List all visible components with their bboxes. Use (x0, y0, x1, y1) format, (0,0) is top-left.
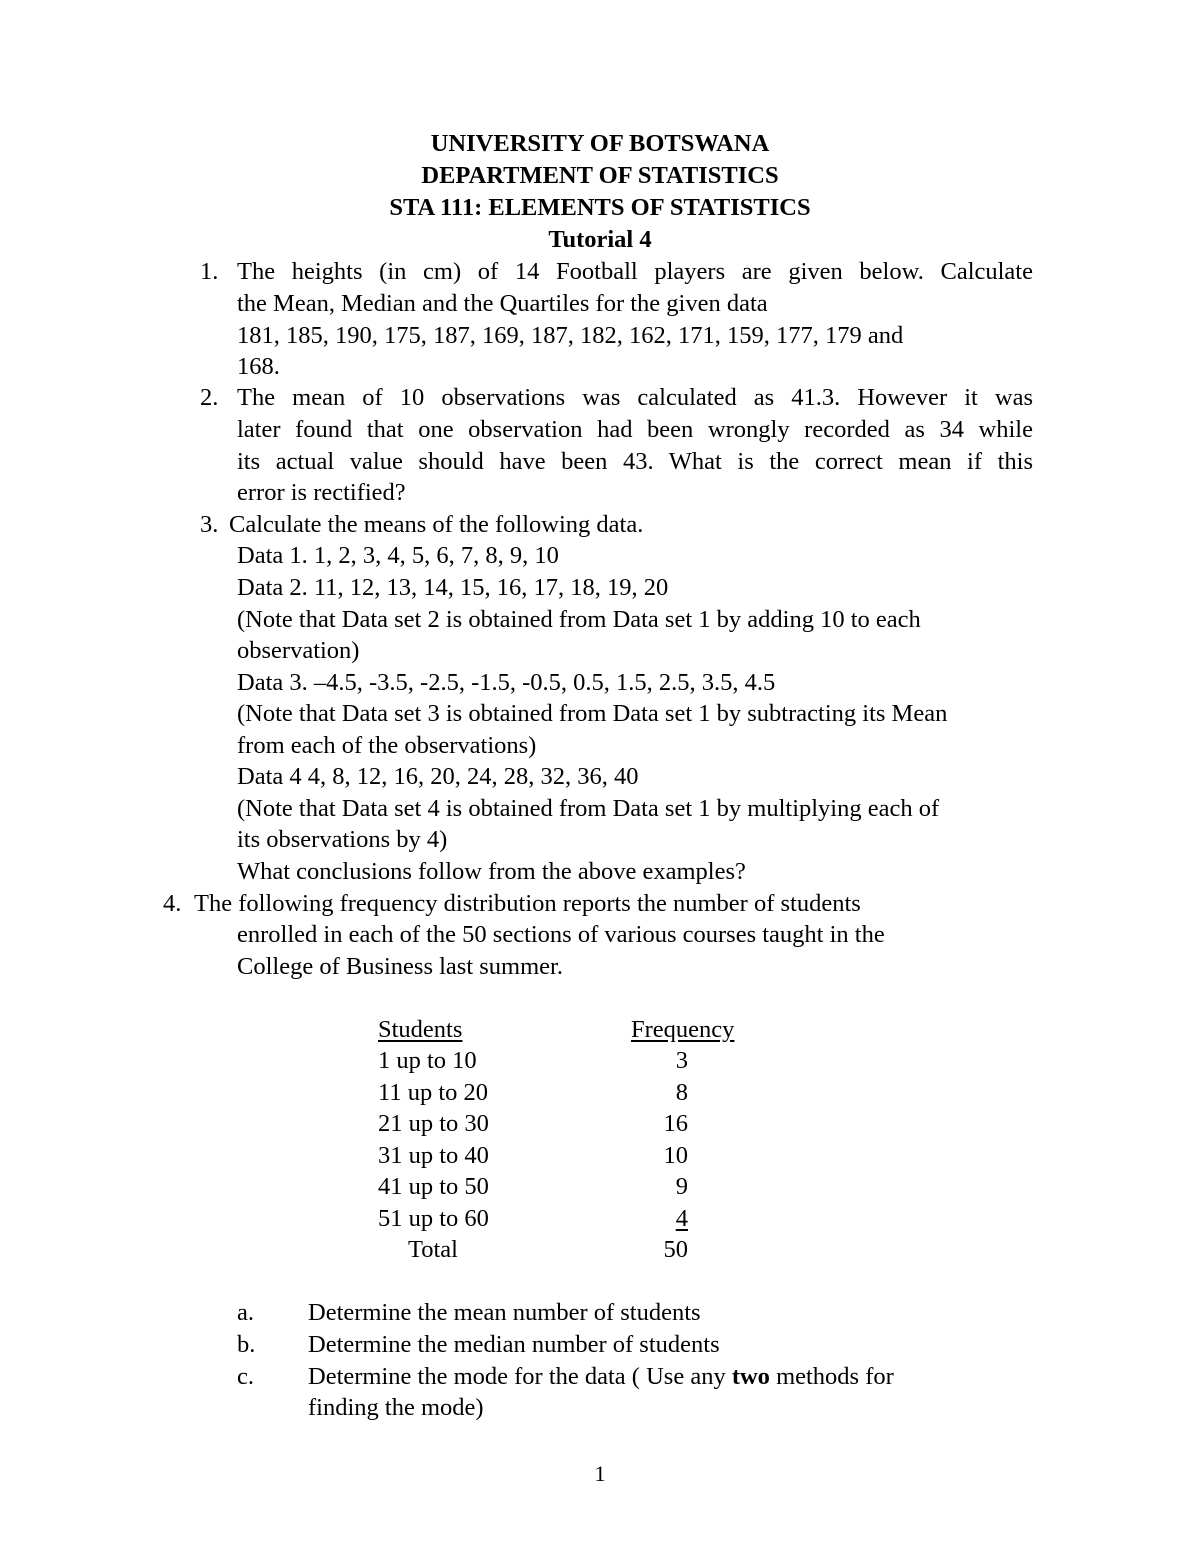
question-text-line: The following frequency distribution reports the number of students (194, 890, 861, 917)
note-line: from each of the observations) (237, 732, 537, 759)
question-text-line: College of Business last summer. (237, 953, 563, 980)
course-heading: STA 111: ELEMENTS OF STATISTICS (389, 194, 811, 221)
page-number: 1 (594, 1461, 606, 1486)
column-header-frequency: Frequency (631, 1016, 735, 1043)
sub-part-text-end: methods for (769, 1363, 894, 1390)
question-number: 3. (200, 511, 219, 538)
question-text-line: its actual value should have been 43. What is the correct mean if this (237, 448, 1033, 475)
note-line: observation) (237, 637, 360, 664)
table-cell-students: 41 up to 50 (378, 1173, 489, 1200)
question-text-line: enrolled in each of the 50 sections of various courses taught in the (237, 921, 885, 948)
table-cell-frequency: 3 (675, 1047, 688, 1074)
department-heading: DEPARTMENT OF STATISTICS (421, 162, 779, 189)
question-number: 2. (200, 384, 219, 411)
note-line: (Note that Data set 3 is obtained from Data set 1 by subtracting its Mean (237, 700, 948, 727)
heights-data-line: 181, 185, 190, 175, 187, 169, 187, 182, 162, 171, 159, 177, 179 and (237, 322, 904, 349)
table-cell-frequency: 9 (675, 1173, 688, 1200)
sub-part-text-bold: two (731, 1363, 770, 1390)
data-set-2: Data 2. 11, 12, 13, 14, 15, 16, 17, 18, 19, 20 (237, 574, 669, 601)
note-line: (Note that Data set 4 is obtained from Data set 1 by multiplying each of (237, 795, 940, 822)
heights-data-line: 168. (237, 353, 280, 380)
table-cell-frequency-underlined (628, 1203, 688, 1234)
sub-part-text (308, 1361, 894, 1392)
conclusion-question: What conclusions follow from the above examples? (237, 858, 746, 885)
data-set-3: Data 3. –4.5, -3.5, -2.5, -1.5, -0.5, 0.5, 1.5, 2.5, 3.5, 4.5 (237, 669, 776, 696)
note-line: (Note that Data set 2 is obtained from Data set 1 by adding 10 to each (237, 606, 921, 633)
table-cell-frequency: 8 (675, 1079, 688, 1106)
question-text-line: The mean of 10 observations was calculated as 41.3. However it was (237, 384, 1033, 411)
sub-part-letter: a. (237, 1299, 254, 1326)
question-text-line: later found that one observation had been wrongly recorded as 34 while (237, 416, 1033, 443)
table-cell-frequency: 16 (663, 1110, 688, 1137)
note-line: its observations by 4) (237, 826, 448, 853)
table-cell-frequency: 10 (663, 1142, 688, 1169)
data-set-4: Data 4 4, 8, 12, 16, 20, 24, 28, 32, 36, 40 (237, 763, 639, 790)
question-text-line: The heights (in cm) of 14 Football players are given below. Calculate (237, 258, 1033, 285)
table-cell-students: 31 up to 40 (378, 1142, 489, 1169)
table-cell-students: 11 up to 20 (378, 1079, 489, 1106)
sub-part-letter: c. (237, 1363, 254, 1390)
question-text-line: the Mean, Median and the Quartiles for the given data (237, 290, 768, 317)
sub-part-text: Determine the median number of students (308, 1331, 720, 1358)
question-number: 4. (163, 890, 182, 917)
table-cell-students: 1 up to 10 (378, 1047, 477, 1074)
table-total-label: Total (408, 1236, 458, 1263)
sub-part-letter: b. (237, 1331, 256, 1358)
question-text-line: error is rectified? (237, 479, 406, 506)
column-header-students: Students (378, 1016, 463, 1043)
question-number: 1. (200, 258, 219, 285)
table-cell-students: 51 up to 60 (378, 1205, 489, 1232)
question-text-line: Calculate the means of the following data. (229, 511, 644, 538)
tutorial-heading: Tutorial 4 (548, 226, 652, 253)
table-cell-frequency: 4 (675, 1205, 688, 1232)
sub-part-text-line2: finding the mode) (308, 1394, 484, 1421)
table-cell-students: 21 up to 30 (378, 1110, 489, 1137)
table-total-value: 50 (663, 1236, 688, 1263)
sub-part-text-start: Determine the mode for the data ( Use any (308, 1363, 732, 1390)
data-set-1: Data 1. 1, 2, 3, 4, 5, 6, 7, 8, 9, 10 (237, 542, 559, 569)
sub-part-text: Determine the mean number of students (308, 1299, 701, 1326)
university-heading: UNIVERSITY OF BOTSWANA (430, 130, 770, 157)
